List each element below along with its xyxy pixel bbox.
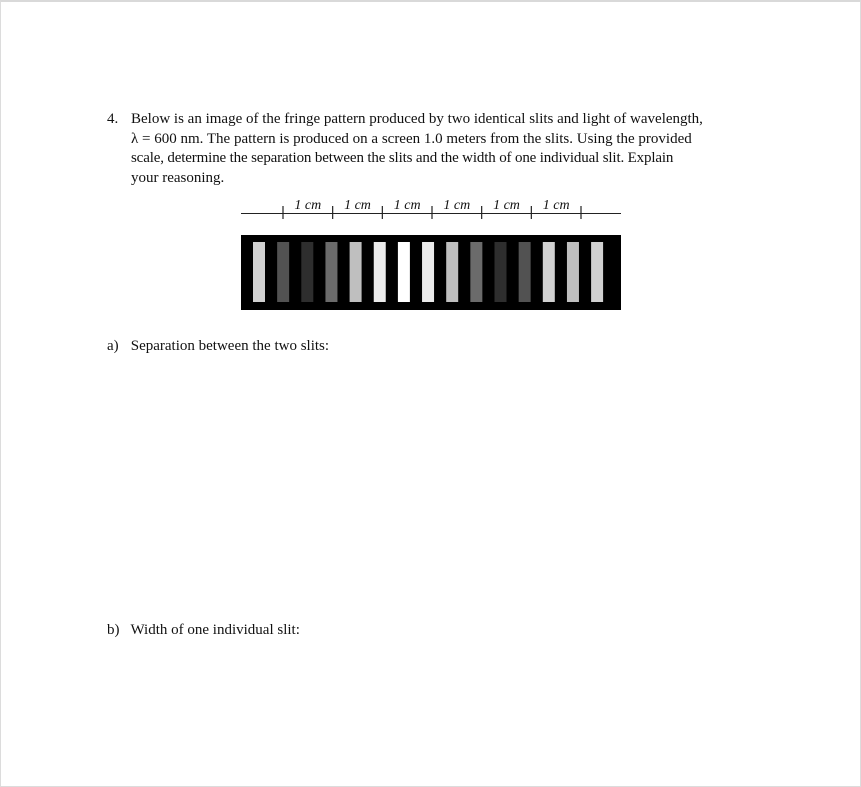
part-a	[107, 338, 329, 355]
question-text-line: Below is an image of the fringe pattern produced by two identical slits and light of wavelength,	[131, 111, 703, 127]
question-text	[131, 110, 767, 188]
fringe-bar	[374, 242, 386, 302]
scale-label: 1 cm	[493, 198, 520, 213]
scale-label: 1 cm	[344, 198, 371, 213]
fringe-bar	[325, 242, 337, 302]
fringe-bar	[519, 242, 531, 302]
fringe-bar	[398, 242, 410, 302]
fringe-bar	[301, 242, 313, 302]
scale-label: 1 cm	[393, 198, 421, 213]
fringe-bar	[591, 242, 603, 302]
fringe-bar	[350, 242, 362, 302]
fringe-bar	[422, 242, 434, 302]
part-b-text: Width of one individual slit:	[130, 622, 300, 638]
fringe-bar	[446, 242, 458, 302]
question-4	[107, 110, 767, 188]
question-number: 4.	[107, 111, 119, 127]
fringe-pattern-figure	[241, 190, 621, 311]
scale-label: 1 cm	[443, 198, 471, 213]
fringe-bar	[470, 242, 482, 302]
fringe-bar	[253, 242, 265, 302]
question-text-line: your reasoning.	[131, 169, 225, 186]
fringe-pattern	[241, 235, 621, 310]
part-a-text: Separation between the two slits:	[130, 338, 330, 354]
fringe-bar	[567, 242, 579, 302]
fringe-bar	[495, 242, 507, 302]
scale-label: 1 cm	[542, 198, 570, 213]
part-b	[107, 622, 300, 639]
scale-label: 1 cm	[294, 198, 322, 213]
question-text-line: scale, determine the separation between the slits and the width of one individual slit. Explain	[131, 150, 674, 166]
part-b-label: b)	[107, 622, 120, 638]
question-text-line: λ = 600 nm. The pattern is produced on a screen 1.0 meters from the slits. Using the provided	[131, 130, 692, 147]
scale-ruler	[241, 198, 621, 219]
part-a-label: a)	[107, 338, 119, 354]
fringe-bar	[543, 242, 555, 302]
fringe-bar	[277, 242, 289, 302]
